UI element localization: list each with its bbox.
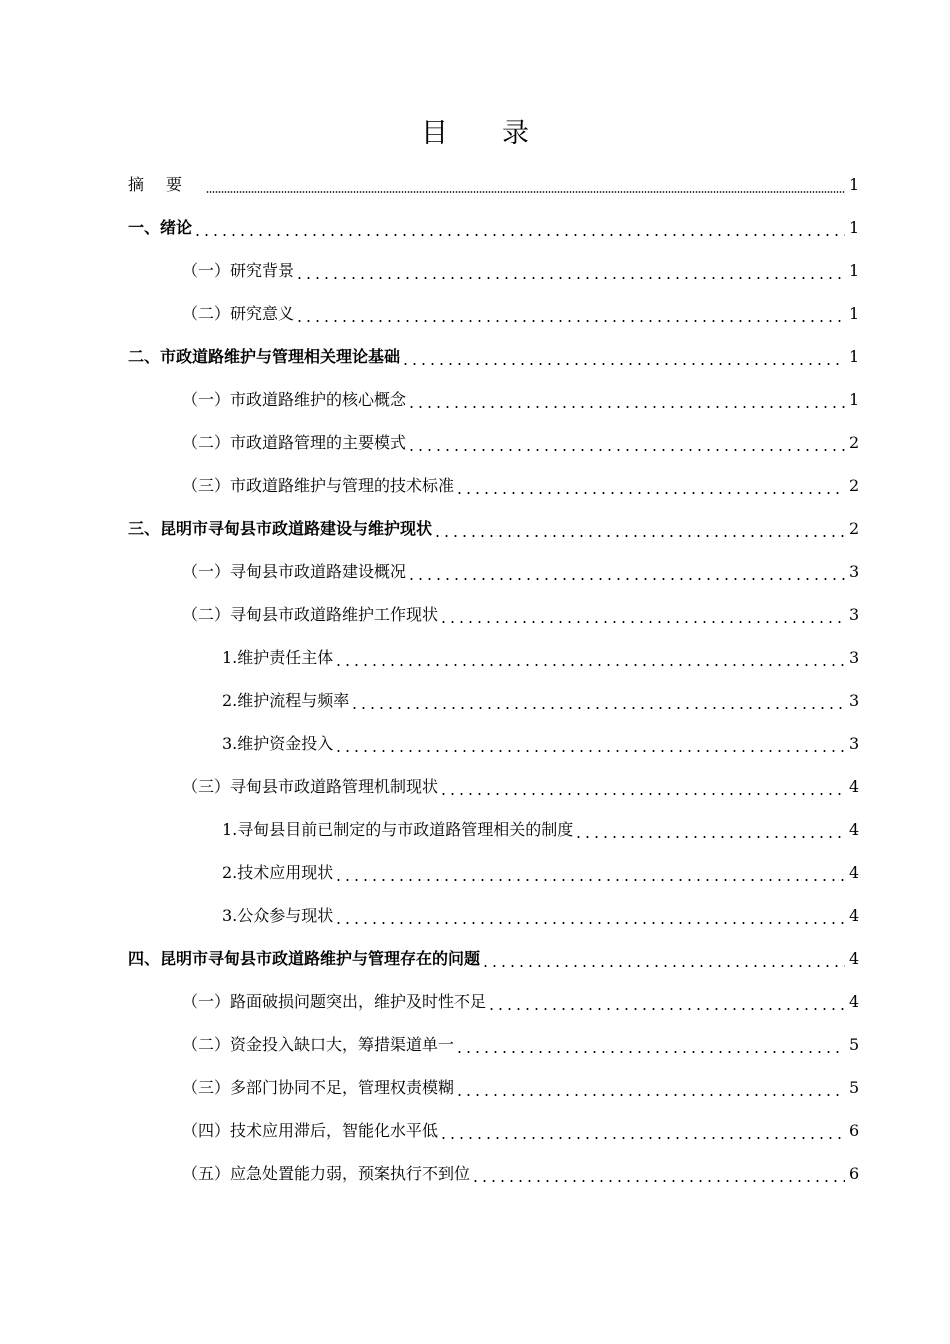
toc-entry-label: （一）路面破损问题突出，维护及时性不足 xyxy=(182,992,487,1011)
toc-entry-page: 2 xyxy=(849,519,860,538)
dot-leader xyxy=(407,576,845,582)
toc-entry-label: （一）寻甸县市政道路建设概况 xyxy=(182,562,407,581)
toc-entry-page: 1 xyxy=(849,175,860,194)
toc-entry-page: 5 xyxy=(849,1078,860,1097)
toc-entry-label: 1.维护责任主体 xyxy=(222,648,334,667)
dot-leader xyxy=(295,318,845,324)
toc-entry[interactable] xyxy=(222,640,859,676)
toc-entry-page: 2 xyxy=(849,476,860,495)
dot-leader xyxy=(334,877,845,883)
dot-leader xyxy=(487,1006,845,1012)
dot-leader xyxy=(206,189,845,195)
toc-title: 目录 xyxy=(421,118,583,149)
toc-entry[interactable] xyxy=(182,984,859,1020)
toc-entry-label: 2.技术应用现状 xyxy=(222,863,334,882)
toc-entry-label: 3.公众参与现状 xyxy=(222,906,334,925)
toc-entry[interactable] xyxy=(128,210,859,246)
dot-leader xyxy=(455,1049,845,1055)
dot-leader xyxy=(455,490,845,496)
dot-leader xyxy=(433,533,845,539)
toc-entry-page: 1 xyxy=(849,261,860,280)
toc-entry-label: （二）研究意义 xyxy=(182,304,295,323)
toc-entry-label: （三）多部门协同不足，管理权责模糊 xyxy=(182,1078,455,1097)
toc-entry-label: （二）寻甸县市政道路维护工作现状 xyxy=(182,605,439,624)
dot-leader xyxy=(334,748,845,754)
toc-entry[interactable] xyxy=(182,296,859,332)
toc-entry[interactable] xyxy=(128,511,859,547)
toc-entry[interactable] xyxy=(222,812,859,848)
toc-entry[interactable] xyxy=(222,683,859,719)
toc-entry-label: （一）研究背景 xyxy=(182,261,295,280)
toc-entry[interactable] xyxy=(182,1070,859,1106)
toc-entry-page: 3 xyxy=(849,562,860,581)
toc-entry-page: 4 xyxy=(849,820,860,839)
toc-entry-page: 4 xyxy=(849,906,860,925)
toc-entry[interactable] xyxy=(128,339,859,375)
toc-entry[interactable] xyxy=(222,855,859,891)
dot-leader xyxy=(439,619,845,625)
dot-leader xyxy=(401,361,845,367)
toc-entry[interactable] xyxy=(182,382,859,418)
dot-leader xyxy=(334,662,845,668)
toc-entry-label: 三、昆明市寻甸县市政道路建设与维护现状 xyxy=(128,519,433,538)
toc-entry-label: （三）寻甸县市政道路管理机制现状 xyxy=(182,777,439,796)
toc-entry-page: 6 xyxy=(849,1164,860,1183)
dot-leader xyxy=(481,963,845,969)
toc-entry-page: 1 xyxy=(849,304,860,323)
toc-entry[interactable] xyxy=(182,769,859,805)
toc-entry-page: 4 xyxy=(849,863,860,882)
toc-entry-page: 4 xyxy=(849,949,860,968)
toc-entry-label: （二）市政道路管理的主要模式 xyxy=(182,433,407,452)
dot-leader xyxy=(295,275,845,281)
dot-leader xyxy=(574,834,845,840)
toc-entry[interactable] xyxy=(128,941,859,977)
toc-entry-label: 四、昆明市寻甸县市政道路维护与管理存在的问题 xyxy=(128,949,481,968)
toc-entry-page: 3 xyxy=(849,691,860,710)
toc-entry[interactable] xyxy=(182,1027,859,1063)
toc-entry-abstract[interactable] xyxy=(128,167,859,203)
toc-entry[interactable] xyxy=(182,597,859,633)
toc-entry-label: 2.维护流程与频率 xyxy=(222,691,350,710)
toc-entry-page: 4 xyxy=(849,777,860,796)
toc-entry-label: （一）市政道路维护的核心概念 xyxy=(182,390,407,409)
toc-entry-label: 一、绪论 xyxy=(128,218,193,237)
toc-entry-page: 5 xyxy=(849,1035,860,1054)
dot-leader xyxy=(193,232,845,238)
toc-entry-page: 3 xyxy=(849,734,860,753)
toc-entry-label: 3.维护资金投入 xyxy=(222,734,334,753)
toc-entry-page: 1 xyxy=(849,218,860,237)
toc-entry-page: 6 xyxy=(849,1121,860,1140)
dot-leader xyxy=(350,705,845,711)
dot-leader xyxy=(439,1135,845,1141)
dot-leader xyxy=(407,447,845,453)
toc-entry[interactable] xyxy=(222,726,859,762)
toc-entry-page: 3 xyxy=(849,648,860,667)
toc-entry-page: 3 xyxy=(849,605,860,624)
toc-entry-label: （三）市政道路维护与管理的技术标准 xyxy=(182,476,455,495)
toc-entry-label: （五）应急处置能力弱，预案执行不到位 xyxy=(182,1164,471,1183)
toc-entry-label: （二）资金投入缺口大，筹措渠道单一 xyxy=(182,1035,455,1054)
dot-leader xyxy=(407,404,845,410)
toc-entry[interactable] xyxy=(182,554,859,590)
toc-entry[interactable] xyxy=(182,1113,859,1149)
toc-entry-label: （四）技术应用滞后，智能化水平低 xyxy=(182,1121,439,1140)
toc-entry-label: 二、市政道路维护与管理相关理论基础 xyxy=(128,347,401,366)
toc-entry-page: 2 xyxy=(849,433,860,452)
toc-entry[interactable] xyxy=(182,253,859,289)
toc-entry[interactable] xyxy=(222,898,859,934)
toc-entry-label: 摘要 xyxy=(128,175,205,194)
dot-leader xyxy=(471,1178,845,1184)
dot-leader xyxy=(439,791,845,797)
dot-leader xyxy=(455,1092,845,1098)
toc-entry-page: 4 xyxy=(849,992,860,1011)
toc-entry[interactable] xyxy=(182,468,859,504)
toc-entry[interactable] xyxy=(182,1156,859,1192)
toc-entry[interactable] xyxy=(182,425,859,461)
dot-leader xyxy=(334,920,845,926)
toc-entry-label: 1.寻甸县目前已制定的与市政道路管理相关的制度 xyxy=(222,820,574,839)
toc-entry-page: 1 xyxy=(849,347,860,366)
toc-entry-page: 1 xyxy=(849,390,860,409)
